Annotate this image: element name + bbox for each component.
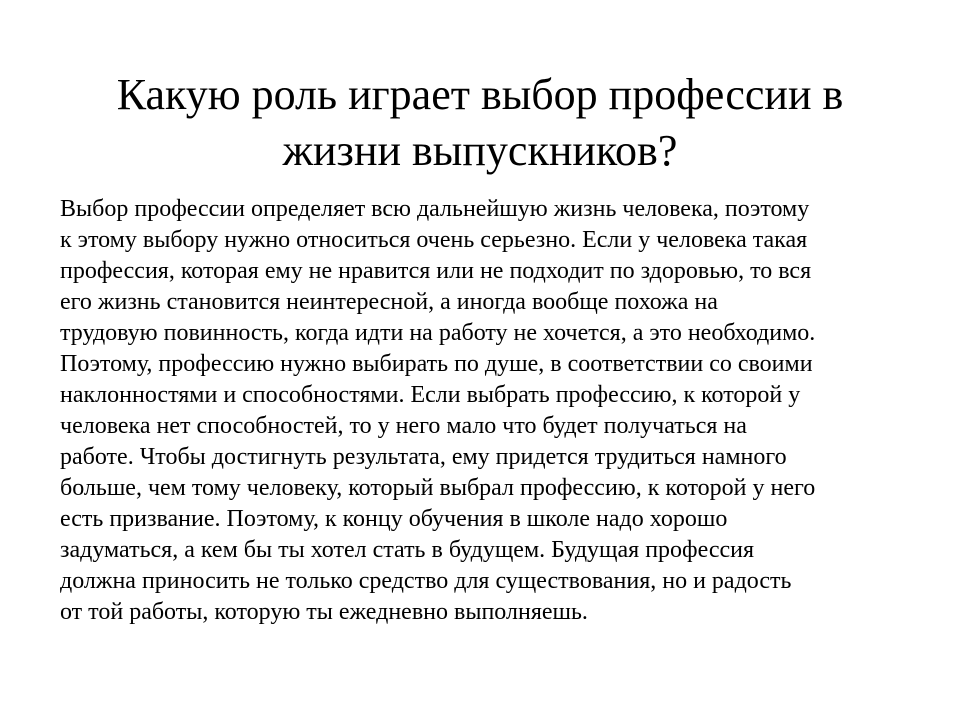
body-line: задуматься, а кем бы ты хотел стать в будущем. Будущая профессия (60, 537, 755, 563)
body-line: к этому выбору нужно относиться очень серьезно. Если у человека такая (60, 227, 808, 253)
slide-title (40, 67, 920, 179)
slide-body-text (60, 194, 910, 628)
body-line: есть призвание. Поэтому, к концу обучения в школе надо хорошо (60, 506, 728, 532)
body-line: трудовую повинность, когда идти на работу не хочется, а это необходимо. (60, 320, 816, 346)
body-line: профессия, которая ему не нравится или не подходит по здоровью, то вся (60, 258, 812, 284)
body-line: больше, чем тому человеку, который выбрал профессию, к которой у него (60, 475, 816, 501)
body-line: наклонностями и способностями. Если выбрать профессию, к которой у (60, 382, 801, 408)
body-line: Поэтому, профессию нужно выбирать по душе, в соответствии со своими (60, 351, 813, 377)
body-line: от той работы, которую ты ежедневно выполняешь. (60, 599, 588, 625)
body-line: Выбор профессии определяет всю дальнейшую жизнь человека, поэтому (60, 196, 810, 222)
slide-title-line: жизни выпускников? (282, 126, 678, 176)
body-line: человека нет способностей, то у него мало что будет получаться на (60, 413, 747, 439)
body-line: должна приносить не только средство для существования, но и радость (60, 568, 792, 594)
slide-title-line: Какую роль играет выбор профессии в (116, 70, 844, 120)
body-line: работе. Чтобы достигнуть результата, ему придется трудиться намного (60, 444, 787, 470)
body-line: его жизнь становится неинтересной, а иногда вообще похожа на (60, 289, 718, 315)
